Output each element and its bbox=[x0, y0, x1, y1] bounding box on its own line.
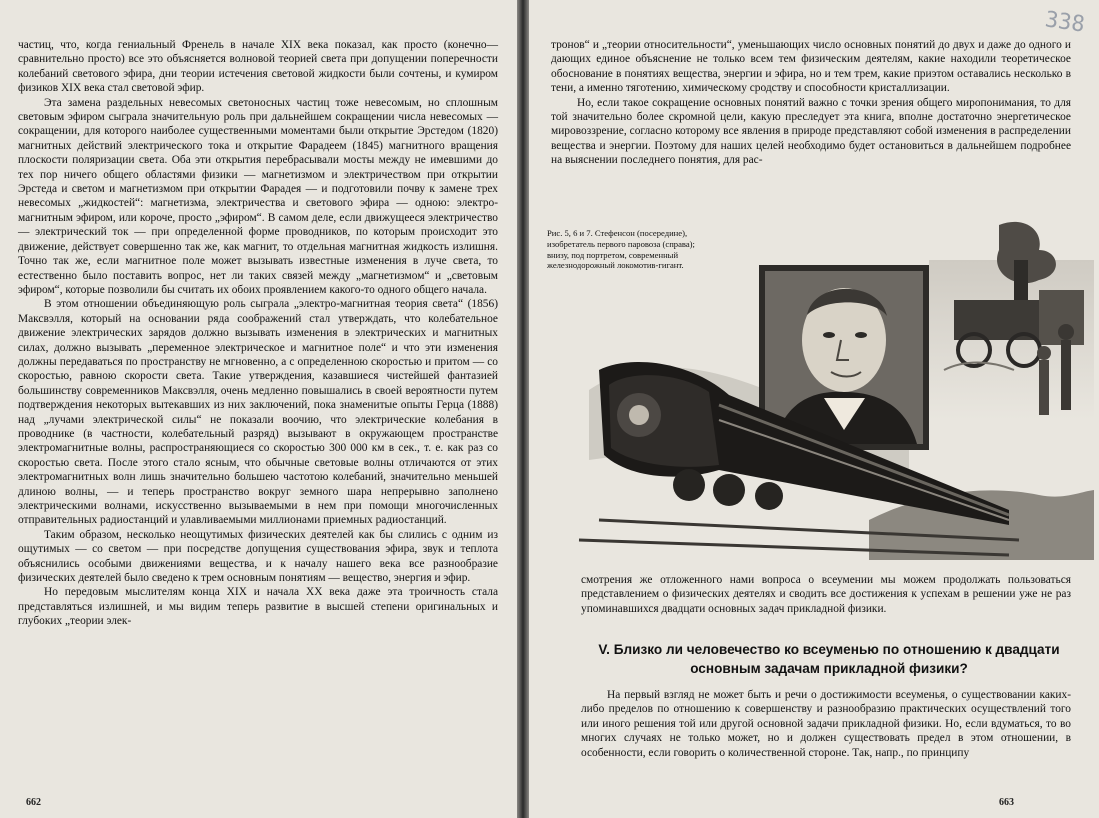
left-paragraph-5: Но передовым мыслителям конца XIX и начала XX века даже эта троичность стала представляться излишней, и мы видим теперь развитие в высшей степени оригинальных и глубоких „теории элек- bbox=[18, 586, 498, 628]
right-paragraph-2: Но, если такое сокращение основных понятий важно с точки зрения общего миропонимания, то для той значительно более скромной цели, какую преследует эта книга, вполне достаточно энергетическое мировоззрение, согласно которому все явления в природе представляют собой изменения в распределении вещества и энергии. Поэтому для наших целей необходимо будет остановиться в дальнейшем подробнее на выяснении последнего понятия, для рас- bbox=[551, 96, 1071, 167]
left-paragraph-2: Эта замена раздельных невесомых светоносных частиц тоже невесомым, но сплошным световым эфиром сыграла значительную роль при дальнейшем сокращении числа невесомых — сокращении, для которого наиболее существенными моментами были открытие Эрстедом (1820) магнитных действий электрического тока и открытие Фарадеем (1845) магнитного вращения плоскости поляризации света. Оба эти открытия перебрасывали мосты между не имевшими до тех пор ничего общего областями физики — магнетизмом и электричеством при открытии Эрстеда и светом и магнетизмом при открытии Фарадея — и подготовили почву к замене трех невесомых „жидкостей“: магнетизма, электричества и светового эфира — одною: электро-магнитным эфиром, или короче, просто „эфиром“. В самом деле, если движущееся электричество — электрический ток — при определенной форме проводников, по которым происходит это движение, действует совершенно так же, как магнит, то отдельная магнитная жидкость излишня. Точно так же, если магнитное поле может вызывать известные изменения в луче света, то естественно было поставить вопрос, нет ли таких связей между „магнетизмом“ и „световым эфиром“, которые позволили бы считать их обоих проявлением какого-то одного общего начала. bbox=[18, 96, 498, 296]
figure-caption: Рис. 5, 6 и 7. Стефенсон (посередине), изобретатель первого паровоза (справа); внизу, под портретом, современный железнодорожный локомотив-гигант. bbox=[547, 228, 695, 271]
right-page-number: 663 bbox=[999, 797, 1014, 808]
right-page-top-text bbox=[551, 38, 1071, 168]
left-page-number: 662 bbox=[26, 797, 41, 808]
right-paragraph-4: На первый взгляд не может быть и речи о достижимости всеуменья, о существовании каких-либо пределов по отношению к совершенству и разнообразию практических осуществлений того или иного решения той или другой основной задачи прикладной физики. Но, если вдуматься, то во многих случаях не только может, но и должен существовать предел в этом отношении, в особенности, если говорить о количественной стороне. Так, напр., по принципу bbox=[581, 689, 1071, 759]
section-heading: V. Близко ли человечество ко всеуменью по отношению к двадцати основным задачам прикладной физики? bbox=[598, 642, 1060, 676]
right-paragraph-3: смотрения же отложенного нами вопроса о всеумении мы можем продолжать пользоваться представлением о физических деятелях и сводить все достижения к успехам в решении уже не раз упоминавшихся двадцати основных задач прикладной физики. bbox=[581, 574, 1071, 615]
right-paragraph-1: тронов“ и „теории относительности“, уменьшающих число основных понятий до двух и даже до одного и дающих единое объяснение не только всем тем физическим деятелям, какие находили теоретическое обоснование в понятиях вещества, энергии и эфира, но и тем трем, какие приэтом оставались несколько в тени, а именно тяготению, химическому сродству и способности кристаллизации. bbox=[551, 39, 1071, 95]
right-page-after-figure-text bbox=[581, 573, 1071, 616]
left-page-text bbox=[18, 38, 498, 629]
first-locomotive-image bbox=[929, 222, 1094, 420]
left-paragraph-1: частиц, что, когда гениальный Френель в начале XIX века показал, как просто (конечно—сравнительно просто) все это объясняется волновой теорией света при допущении поперечности колебаний светового эфира, дни теории истечения световой жидкости были сочтены, и кумиром физиков XIX века стал световой эфир. bbox=[18, 39, 498, 95]
left-paragraph-4: Таким образом, несколько неощутимых физических деятелей как бы слились с одним из ощутимых — со светом — при посредстве допущения существования эфира, звук и теплота объяснились особыми движениями вещества, и к началу нашего века все разнообразие физических деятелей было сведено к трем основным понятиям — вещество, энергия и эфир. bbox=[18, 528, 498, 585]
handwritten-page-mark: 338 bbox=[1043, 7, 1087, 38]
book-gutter bbox=[517, 0, 529, 818]
left-paragraph-3: В этом отношении объединяющую роль сыграла „электро-магнитная теория света“ (1856) Максвэлля, который на основании ряда соображений стал утверждать, что колебательное движение электрических зарядов должно вызывать изменения в электрических и магнитных силах, должно вызывать „переменное электрическое и магнитное поле“ и что эти изменения должны передаваться по пространству не мгновенно, а с определенною скоростью и притом — со скоростью, равною скорости света. Такие утверждения, казавшиеся чистейшей фантазией большинству современников Максвэлля, очень медленно повышались в своей вероятности путем подтверждения некоторых вытекавших из них заключений, пока знаменитые опыты Герца (1888) над „лучами электрической силы“ не показали воочию, что электрические колебания в проводнике (в частности, колебательный разряд) вызывают в окружающем пространстве электромагнитные волны, распространяющиеся со скоростью 300 000 км в сек., т. е. как раз со скоростью света. После этого стало ясным, что обычные световые волны отличаются от этих электромагнитных волн лишь значительно большею частотою колебаний, значительно меньшей длиною волны, — и теперь пространство вокруг земного шара непрерывно заполнено электрическими волнами, искусственно вызываемыми в нем при помощи многочисленных отправительных радиостанций и улавливаемыми миллионами приемных радиостанций. bbox=[18, 298, 498, 527]
right-page-section-text bbox=[581, 688, 1071, 760]
left-page bbox=[0, 0, 517, 818]
right-page bbox=[529, 0, 1099, 818]
figure-illustration bbox=[569, 220, 1094, 565]
